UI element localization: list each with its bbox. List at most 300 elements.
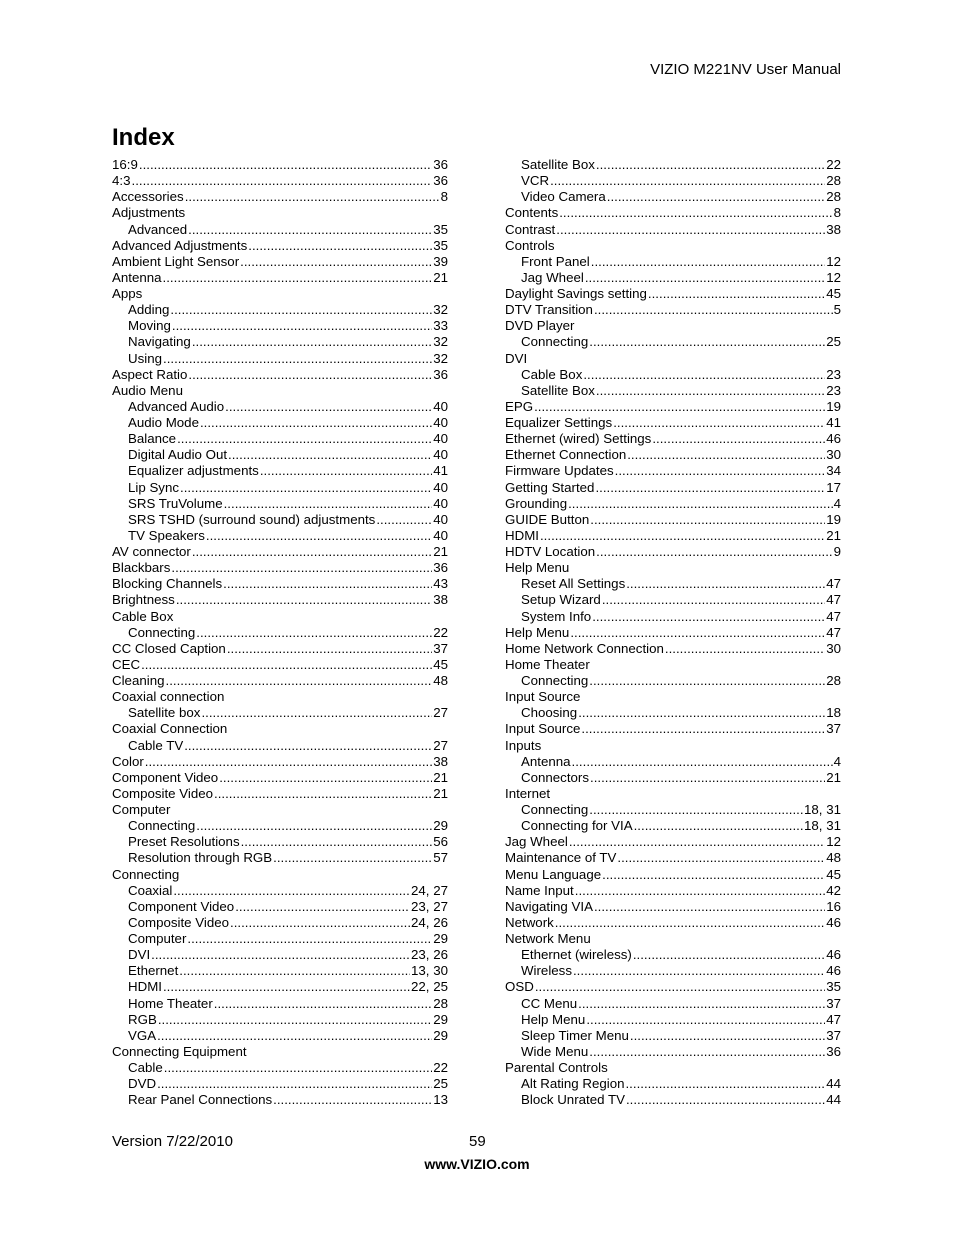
- index-entry: [505, 770, 841, 786]
- index-entry-page: 28: [826, 173, 841, 189]
- dot-leader: [570, 625, 825, 641]
- dot-leader: [227, 641, 432, 657]
- index-entry-page: 41: [826, 415, 841, 430]
- index-entry-page: 18: [826, 705, 841, 721]
- index-entry-page: 29: [433, 931, 448, 946]
- index-entry-label: Choosing: [521, 705, 578, 721]
- index-entry-page: 43: [433, 576, 448, 592]
- index-entry-label: Resolution through RGB: [128, 850, 273, 866]
- dot-leader: [200, 415, 432, 431]
- dot-leader: [626, 576, 825, 592]
- index-column-left: [112, 157, 448, 1108]
- index-entry-label: Jag Wheel: [521, 269, 584, 285]
- index-entry: [505, 334, 841, 350]
- dot-leader: [578, 705, 825, 721]
- index-entry-label: Connecting: [128, 818, 196, 834]
- index-entry-label: Navigating VIA: [505, 898, 593, 914]
- index-entry: [112, 270, 448, 286]
- index-entry-page: 33: [433, 318, 448, 334]
- index-entry: [112, 963, 448, 979]
- index-entry: [112, 367, 448, 383]
- index-entry: [112, 609, 448, 625]
- index-entry-label: Antenna: [112, 269, 162, 285]
- index-entry: [112, 1012, 448, 1028]
- dot-leader: [185, 189, 440, 205]
- index-entry: [112, 318, 448, 334]
- index-entry-page: 17: [826, 479, 841, 495]
- dot-leader: [163, 979, 410, 995]
- index-entry-page: 13, 30: [411, 963, 448, 979]
- index-entry: [505, 979, 841, 995]
- index-entry: [112, 592, 448, 608]
- index-entry: [112, 931, 448, 947]
- index-entry-page: 37: [826, 995, 841, 1011]
- index-entry-label: Connecting: [521, 334, 589, 350]
- dot-leader: [192, 544, 432, 560]
- index-entry-page: 36: [433, 157, 448, 172]
- index-entry-label: Aspect Ratio: [112, 366, 188, 382]
- dot-leader: [596, 544, 832, 560]
- index-entry: [112, 915, 448, 931]
- index-entry-label: Wireless: [521, 963, 572, 979]
- index-entry: [112, 480, 448, 496]
- index-entry-label: Satellite box: [128, 705, 201, 721]
- index-entry: [505, 1012, 841, 1028]
- index-entry: [505, 480, 841, 496]
- dot-leader: [540, 528, 825, 544]
- index-entry-label: Connecting: [521, 673, 589, 688]
- index-entry-page: 40: [433, 511, 448, 527]
- index-entry-label: Connectors: [521, 769, 589, 785]
- index-entry-label: Composite Video: [128, 914, 230, 930]
- index-entry-label: Advanced Adjustments: [112, 237, 248, 253]
- index-entry-label: Equalizer adjustments: [128, 463, 259, 479]
- dot-leader: [648, 286, 825, 302]
- index-entry-label: SRS TSHD (surround sound) adjustments: [128, 511, 376, 527]
- index-entry: [505, 867, 841, 883]
- index-heading: Index: [112, 124, 175, 151]
- dot-leader: [192, 334, 432, 350]
- index-entry-label: Computer: [112, 802, 171, 817]
- index-entry-label: Block Unrated TV: [521, 1092, 625, 1108]
- dot-leader: [590, 770, 825, 786]
- index-entry-page: 23: [826, 366, 841, 382]
- index-entry-label: CC Menu: [521, 995, 578, 1011]
- index-entry-page: 37: [826, 1027, 841, 1043]
- index-entry: [112, 641, 448, 657]
- dot-leader: [559, 205, 832, 221]
- index-entry-label: Rear Panel Connections: [128, 1092, 273, 1108]
- index-entry: [112, 1028, 448, 1044]
- index-entry-page: 19: [826, 511, 841, 527]
- index-entry-label: DVD: [128, 1076, 157, 1092]
- index-entry-page: 28: [826, 189, 841, 205]
- index-entry-label: Composite Video: [112, 785, 214, 801]
- index-entry-page: 29: [433, 818, 448, 834]
- index-entry: [505, 1092, 841, 1108]
- dot-leader: [613, 415, 825, 431]
- dot-leader: [176, 592, 432, 608]
- index-entry-page: 12: [826, 269, 841, 285]
- index-entry: [505, 818, 841, 834]
- index-entry-label: Wide Menu: [521, 1043, 589, 1059]
- index-entry: [505, 254, 841, 270]
- index-entry-label: Apps: [112, 286, 143, 301]
- index-entry: [505, 399, 841, 415]
- dot-leader: [235, 899, 410, 915]
- index-entry-page: 44: [826, 1076, 841, 1092]
- index-entry: [505, 657, 841, 673]
- index-entry-label: Help Menu: [505, 624, 570, 640]
- index-entry: [112, 867, 448, 883]
- index-entry-label: Help Menu: [521, 1011, 586, 1027]
- dot-leader: [578, 996, 825, 1012]
- index-entry-label: CC Closed Caption: [112, 640, 226, 656]
- index-entry-page: 40: [433, 447, 448, 463]
- index-entry-label: GUIDE Button: [505, 511, 590, 527]
- dot-leader: [555, 915, 825, 931]
- index-entry-label: Inputs: [505, 737, 542, 753]
- index-entry-page: 36: [433, 366, 448, 382]
- index-entry-label: DVD Player: [505, 318, 575, 334]
- index-entry-label: DVI: [128, 947, 151, 963]
- dot-leader: [376, 512, 432, 528]
- index-entry-page: 46: [826, 947, 841, 963]
- dot-leader: [615, 463, 826, 479]
- index-entry: [112, 205, 448, 221]
- dot-leader: [602, 592, 825, 608]
- index-entry-label: Color: [112, 753, 144, 769]
- index-entry-label: Blackbars: [112, 560, 171, 576]
- index-entry-page: 37: [826, 721, 841, 737]
- index-entry: [112, 770, 448, 786]
- index-entry: [112, 512, 448, 528]
- index-entry: [505, 431, 841, 447]
- dot-leader: [626, 1092, 825, 1108]
- index-entry-page: 42: [826, 882, 841, 898]
- dot-leader: [157, 1076, 432, 1092]
- dot-leader: [173, 883, 410, 899]
- index-entry-label: Component Video: [112, 769, 219, 785]
- index-entry: [505, 544, 841, 560]
- index-entry: [112, 850, 448, 866]
- index-entry-page: 8: [833, 205, 841, 221]
- index-entry-label: Lip Sync: [128, 479, 179, 495]
- index-entry-label: System Info: [521, 608, 592, 624]
- dot-leader: [273, 1092, 432, 1108]
- dot-leader: [602, 867, 825, 883]
- index-entry-page: 23, 27: [411, 898, 448, 914]
- index-entry-label: Firmware Updates: [505, 463, 614, 479]
- index-entry: [112, 399, 448, 415]
- dot-leader: [583, 367, 825, 383]
- index-entry-page: 22: [826, 157, 841, 172]
- index-entry-page: 16: [826, 898, 841, 914]
- index-entry: [112, 528, 448, 544]
- dot-leader: [132, 173, 433, 189]
- dot-leader: [180, 480, 432, 496]
- dot-leader: [634, 818, 803, 834]
- index-entry: [505, 496, 841, 512]
- index-entry-page: 41: [433, 463, 448, 479]
- index-entry-label: Adjustments: [112, 205, 186, 221]
- index-entry: [505, 641, 841, 657]
- index-entry-page: 18, 31: [804, 802, 841, 817]
- index-entry: [112, 947, 448, 963]
- index-entry-page: 38: [433, 753, 448, 769]
- index-entry-page: 46: [826, 963, 841, 979]
- index-entry: [112, 834, 448, 850]
- index-entry-page: 18, 31: [804, 818, 841, 834]
- index-entry-label: Using: [128, 350, 162, 366]
- index-entry-label: DTV Transition: [505, 302, 593, 318]
- index-entry: [505, 931, 841, 947]
- dot-leader: [591, 254, 825, 270]
- index-entry-page: 27: [433, 705, 448, 721]
- index-entry-label: Connecting for VIA: [521, 818, 633, 834]
- index-entry: [505, 351, 841, 367]
- index-entry-label: Digital Audio Out: [128, 447, 228, 463]
- index-entry-page: 36: [826, 1043, 841, 1059]
- index-entry: [112, 705, 448, 721]
- dot-leader: [228, 447, 432, 463]
- index-entry-label: Ethernet Connection: [505, 447, 627, 463]
- dot-leader: [145, 754, 432, 770]
- index-entry: [505, 286, 841, 302]
- index-entry: [112, 415, 448, 431]
- index-entry: [505, 673, 841, 689]
- index-entry-label: Ethernet (wireless): [521, 947, 632, 963]
- index-entry-label: Contrast: [505, 221, 556, 237]
- index-entry-page: 22: [433, 1060, 448, 1075]
- dot-leader: [241, 834, 433, 850]
- index-entry-label: Satellite Box: [521, 382, 595, 398]
- dot-leader: [556, 222, 825, 238]
- dot-leader: [585, 270, 825, 286]
- index-entry-page: 45: [826, 866, 841, 882]
- dot-leader: [594, 302, 833, 318]
- dot-leader: [187, 931, 432, 947]
- dot-leader: [592, 609, 825, 625]
- index-entry-label: HDTV Location: [505, 544, 596, 559]
- index-entry-label: Home Network Connection: [505, 640, 664, 656]
- index-entry: [505, 302, 841, 318]
- index-entry-label: AV connector: [112, 544, 191, 559]
- index-entry: [112, 383, 448, 399]
- index-entry-label: Home Theater: [128, 995, 213, 1011]
- index-entry: [112, 222, 448, 238]
- dot-leader: [214, 996, 432, 1012]
- index-entry-page: 19: [826, 398, 841, 414]
- index-entry-label: Alt Rating Region: [521, 1076, 625, 1092]
- index-entry-page: 4: [833, 753, 841, 769]
- index-entry-label: Menu Language: [505, 866, 602, 882]
- dot-leader: [184, 738, 432, 754]
- index-entry: [112, 1060, 448, 1076]
- index-entry-label: Cable Box: [112, 608, 174, 624]
- index-entry: [112, 1076, 448, 1092]
- index-entry-label: VCR: [521, 173, 550, 189]
- index-entry-page: 45: [433, 656, 448, 672]
- index-entry: [505, 802, 841, 818]
- dot-leader: [151, 947, 410, 963]
- index-entry: [505, 963, 841, 979]
- dot-leader: [589, 802, 803, 818]
- index-entry-label: Cleaning: [112, 673, 165, 688]
- dot-leader: [172, 318, 432, 334]
- index-entry-page: 29: [433, 1011, 448, 1027]
- index-entry: [505, 157, 841, 173]
- dot-leader: [607, 189, 825, 205]
- index-entry: [505, 592, 841, 608]
- index-entry: [505, 689, 841, 705]
- index-entry-page: 8: [440, 189, 448, 205]
- dot-leader: [590, 512, 825, 528]
- index-entry-page: 4: [833, 495, 841, 511]
- index-entry-page: 30: [826, 447, 841, 463]
- index-entry-page: 40: [433, 495, 448, 511]
- index-entry-label: HDMI: [128, 979, 162, 995]
- index-entry: [505, 754, 841, 770]
- dot-leader: [596, 157, 825, 173]
- index-entry: [112, 334, 448, 350]
- dot-leader: [219, 770, 432, 786]
- index-entry-label: 16:9: [112, 157, 138, 172]
- index-entry-page: 40: [433, 431, 448, 447]
- index-entry: [505, 786, 841, 802]
- dot-leader: [188, 367, 432, 383]
- dot-leader: [535, 979, 825, 995]
- index-entry-page: 24, 27: [411, 882, 448, 898]
- index-entry: [505, 222, 841, 238]
- index-entry-page: 44: [826, 1092, 841, 1108]
- index-entry-page: 24, 26: [411, 914, 448, 930]
- index-entry-label: Adding: [128, 302, 170, 318]
- dot-leader: [568, 496, 832, 512]
- index-entry: [112, 721, 448, 737]
- index-entry: [505, 528, 841, 544]
- index-entry-label: HDMI: [505, 527, 539, 543]
- index-entry: [505, 512, 841, 528]
- index-entry-page: 38: [826, 221, 841, 237]
- index-entry: [505, 883, 841, 899]
- dot-leader: [572, 754, 833, 770]
- dot-leader: [171, 560, 432, 576]
- index-entry: [112, 625, 448, 641]
- index-entry: [112, 496, 448, 512]
- index-entry-label: Reset All Settings: [521, 576, 626, 592]
- dot-leader: [179, 963, 410, 979]
- footer-version: Version 7/22/2010: [112, 1133, 233, 1150]
- index-entry-label: Connecting: [521, 802, 589, 817]
- index-entry: [112, 157, 448, 173]
- dot-leader: [617, 850, 825, 866]
- index-entry-page: 36: [433, 173, 448, 189]
- index-entry: [112, 883, 448, 899]
- index-entry-page: 21: [433, 544, 448, 559]
- index-entry-page: 25: [826, 334, 841, 350]
- index-entry-label: DVI: [505, 350, 528, 366]
- index-entry-label: Front Panel: [521, 253, 590, 269]
- index-entry: [505, 367, 841, 383]
- index-entry-label: Blocking Channels: [112, 576, 223, 592]
- dot-leader: [575, 883, 825, 899]
- index-entry-label: Help Menu: [505, 560, 570, 576]
- index-entry: [505, 738, 841, 754]
- index-entry-page: 40: [433, 527, 448, 543]
- index-entry: [505, 947, 841, 963]
- dot-leader: [223, 576, 432, 592]
- dot-leader: [157, 1028, 432, 1044]
- index-entry: [505, 609, 841, 625]
- index-entry-label: Network Menu: [505, 931, 591, 946]
- index-entry-page: 47: [826, 608, 841, 624]
- index-entry-page: 48: [433, 673, 448, 688]
- dot-leader: [260, 463, 432, 479]
- index-entry-page: 22, 25: [411, 979, 448, 995]
- index-entry: [112, 996, 448, 1012]
- index-entry: [505, 576, 841, 592]
- index-entry-page: 32: [433, 334, 448, 350]
- index-entry-page: 28: [433, 995, 448, 1011]
- dot-leader: [164, 1060, 432, 1076]
- index-entry-page: 32: [433, 302, 448, 318]
- index-entry-page: 30: [826, 640, 841, 656]
- index-entry-label: SRS TruVolume: [128, 495, 223, 511]
- dot-leader: [201, 705, 432, 721]
- dot-leader: [595, 480, 825, 496]
- index-entry: [505, 173, 841, 189]
- index-entry-label: Daylight Savings setting: [505, 286, 647, 301]
- index-entry: [112, 576, 448, 592]
- index-entry-label: Navigating: [128, 334, 191, 350]
- index-entry-page: 32: [433, 350, 448, 366]
- index-entry: [112, 447, 448, 463]
- index-entry-page: 21: [433, 769, 448, 785]
- index-entry-label: CEC: [112, 656, 141, 672]
- index-entry: [112, 431, 448, 447]
- index-entry: [112, 1044, 448, 1060]
- index-entry-label: Accessories: [112, 189, 184, 205]
- index-entry-page: 21: [826, 527, 841, 543]
- index-entry: [112, 786, 448, 802]
- index-entry: [112, 899, 448, 915]
- index-entry: [112, 979, 448, 995]
- index-entry: [112, 254, 448, 270]
- index-entry-label: Coaxial Connection: [112, 721, 228, 737]
- footer-website: www.VIZIO.com: [424, 1156, 530, 1172]
- index-entry-label: Cable TV: [128, 737, 184, 753]
- index-entry-page: 39: [433, 253, 448, 269]
- index-entry-page: 40: [433, 398, 448, 414]
- index-entry-page: 46: [826, 914, 841, 930]
- dot-leader: [573, 963, 825, 979]
- index-entry-label: Getting Started: [505, 479, 595, 495]
- dot-leader: [630, 1028, 825, 1044]
- index-entry-label: EPG: [505, 398, 534, 414]
- index-entry-page: 29: [433, 1027, 448, 1043]
- index-entry: [505, 721, 841, 737]
- dot-leader: [550, 173, 825, 189]
- index-entry-label: Parental Controls: [505, 1060, 608, 1075]
- index-entry-page: 46: [826, 431, 841, 447]
- index-entry: [505, 1060, 841, 1076]
- dot-leader: [224, 496, 433, 512]
- index-entry: [112, 463, 448, 479]
- index-entry-page: 35: [433, 221, 448, 237]
- index-entry-page: 47: [826, 624, 841, 640]
- index-entry-label: Audio Mode: [128, 415, 199, 430]
